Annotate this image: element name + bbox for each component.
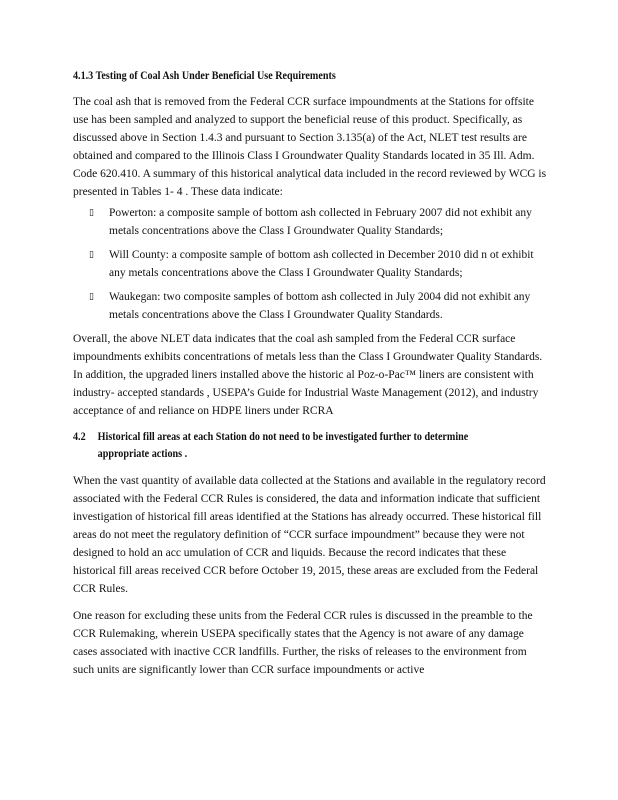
section-heading-4-2	[73, 429, 490, 463]
list-item-text: Powerton: a composite sample of bottom ash collected in February 2007 did not exhibit any metals concentrations above the Class I Groundwater Quality Standards;	[109, 207, 532, 237]
paragraph-nlet-overall: Overall, the above NLET data indicates that the coal ash sampled from the Federal CCR surface impoundments exhibits concentrations of metals less than the Class I Groundwater Quality Standards. In addition, the upgraded liners installed above the historic al Poz-o-Pac™ liners are consistent with industry- accepted standards , USEPA’s Guide for Industrial Waste Management (2012), and industry acceptance of and reliance on HDPE liners under RCRA	[73, 333, 543, 417]
paragraph-exclusion-reason: One reason for excluding these units from the Federal CCR rules is discussed in the preamble to the CCR Rulemaking, wherein USEPA specifically states that the Agency is not aware of any damage cases associated with inactive CCR landfills. Further, the risks of releases to the environment from such units are significantly lower than CCR surface impoundments or active	[73, 610, 533, 676]
paragraph-historical-fill: When the vast quantity of available data collected at the Stations and available in the regulatory record associated with the Federal CCR Rules is considered, the data and information indicate that sufficient investigation of historical fill areas identified at the Stations has already occurred. These historical fill areas do not meet the regulatory definition of “CCR surface impoundment” because they were not designed to hold an acc umulation of CCR and liquids. Because the record indicates that these historical fill areas received CCR before October 19, 2015, these areas are excluded from the Federal CCR Rules.	[73, 475, 546, 595]
list-item-text: Will County: a composite sample of bottom ash collected in December 2010 did n ot exhibit any metals concentrations above the Class I Groundwater Quality Standards;	[109, 249, 534, 279]
bullet-box-icon: ▯	[89, 250, 94, 260]
section-heading-4-1-3: 4.1.3 Testing of Coal Ash Under Beneficial Use Requirements	[73, 70, 336, 82]
list-item	[73, 246, 547, 282]
stations-bullet-list	[73, 204, 547, 324]
section-number: 4.2	[73, 431, 86, 443]
list-item-text: Waukegan: two composite samples of bottom ash collected in July 2004 did not exhibit any metals concentrations above the Class I Groundwater Quality Standards.	[109, 291, 531, 321]
list-item	[73, 204, 547, 240]
list-item	[73, 288, 547, 324]
paragraph-coal-ash-testing: The coal ash that is removed from the Federal CCR surface impoundments at the Stations for offsite use has been sampled and analyzed to support the beneficial reuse of this product. Specifically, as discussed above in Section 1.4.3 and pursuant to Section 3.135(a) of the Act, NLET test results are obtained and compared to the Illinois Class I Groundwater Quality Standards located in 35 Ill. Adm. Code 620.410. A summary of this historical analytical data included in the record reviewed by WCG is presented in Tables 1- 4 . These data indicate:	[73, 96, 547, 198]
document-page	[73, 68, 547, 679]
bullet-box-icon: ▯	[89, 208, 94, 218]
section-title: Historical fill areas at each Station do not need to be investigated further to determine appropriate actions .	[97, 431, 469, 460]
bullet-box-icon: ▯	[89, 292, 94, 302]
